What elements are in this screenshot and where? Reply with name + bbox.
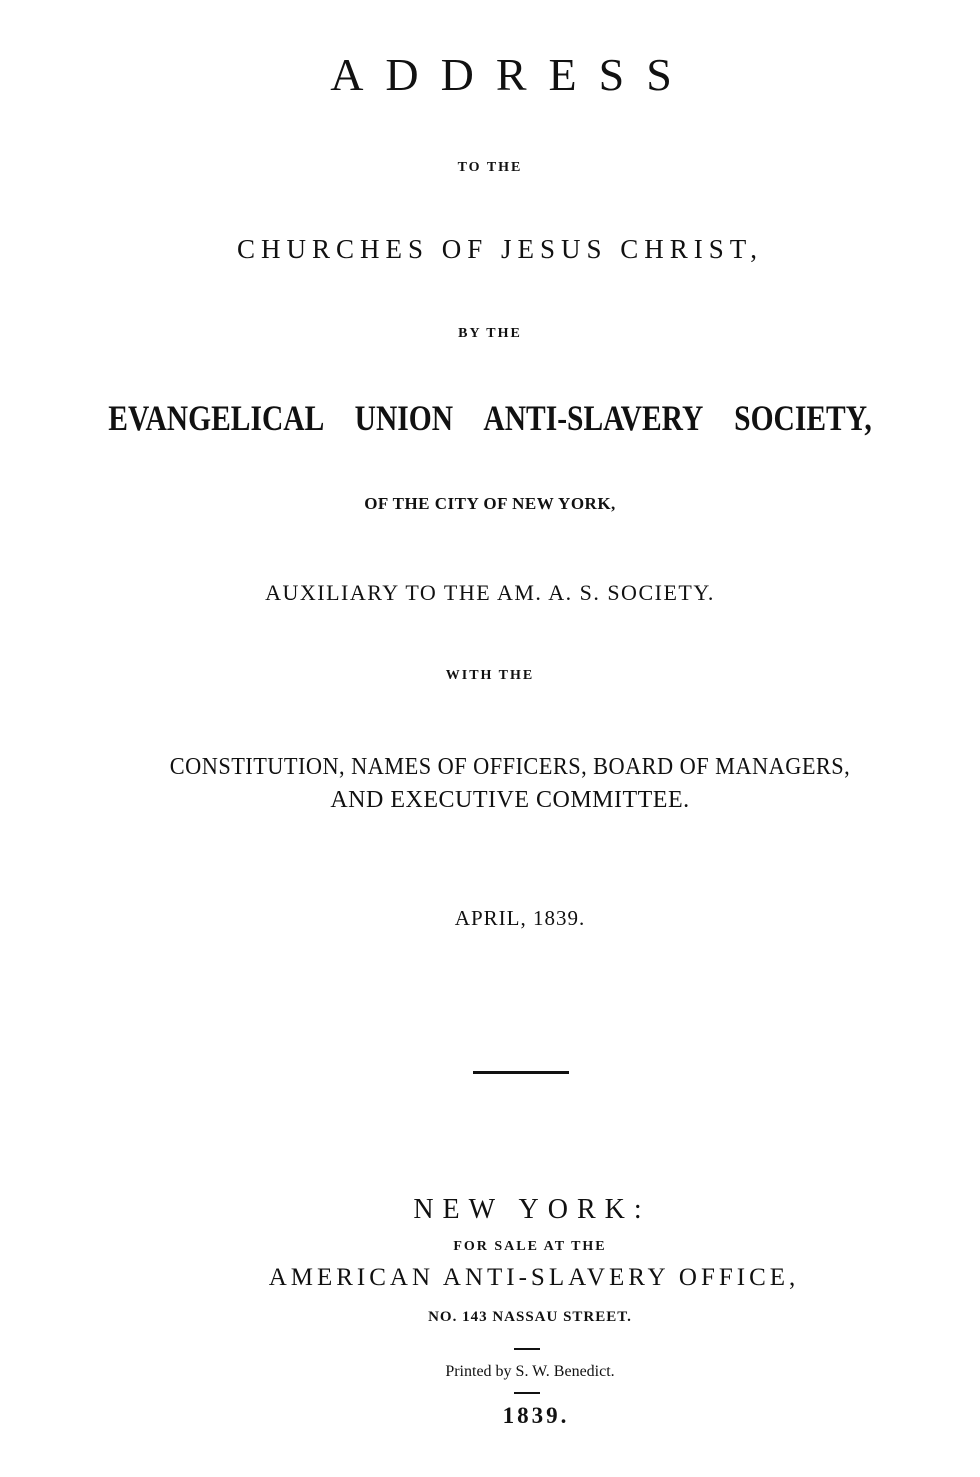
printer-credit: Printed by S. W. Benedict. bbox=[445, 1363, 615, 1380]
imprint-office: AMERICAN ANTI-SLAVERY OFFICE, bbox=[268, 1264, 800, 1291]
imprint-address: NO. 143 NASSAU STREET. bbox=[428, 1309, 632, 1325]
addressee-heading: CHURCHES OF JESUS CHRIST, bbox=[236, 234, 764, 264]
publication-date: APRIL, 1839. bbox=[454, 906, 586, 930]
by-the-label: BY THE bbox=[458, 326, 522, 341]
small-divider-rule bbox=[514, 1392, 540, 1394]
with-the-label: WITH THE bbox=[445, 668, 535, 683]
contents-line-2: AND EXECUTIVE COMMITTEE. bbox=[330, 787, 690, 813]
contents-line-1: CONSTITUTION, NAMES OF OFFICERS, BOARD OF MANAGERS, bbox=[169, 754, 851, 780]
divider-rule bbox=[473, 1071, 569, 1074]
society-location: OF THE CITY OF NEW YORK, bbox=[364, 494, 616, 513]
auxiliary-line: AUXILIARY TO THE AM. A. S. SOCIETY. bbox=[265, 580, 715, 605]
imprint-city: NEW YORK: bbox=[413, 1194, 651, 1225]
for-sale-label: FOR SALE AT THE bbox=[453, 1239, 607, 1254]
to-the-label: TO THE bbox=[457, 160, 523, 175]
main-title: ADDRESS bbox=[330, 49, 694, 100]
imprint-year: 1839. bbox=[502, 1403, 570, 1428]
small-divider-rule bbox=[514, 1348, 540, 1350]
society-name-heading: EVANGELICAL UNION ANTI-SLAVERY SOCIETY, bbox=[108, 398, 872, 438]
